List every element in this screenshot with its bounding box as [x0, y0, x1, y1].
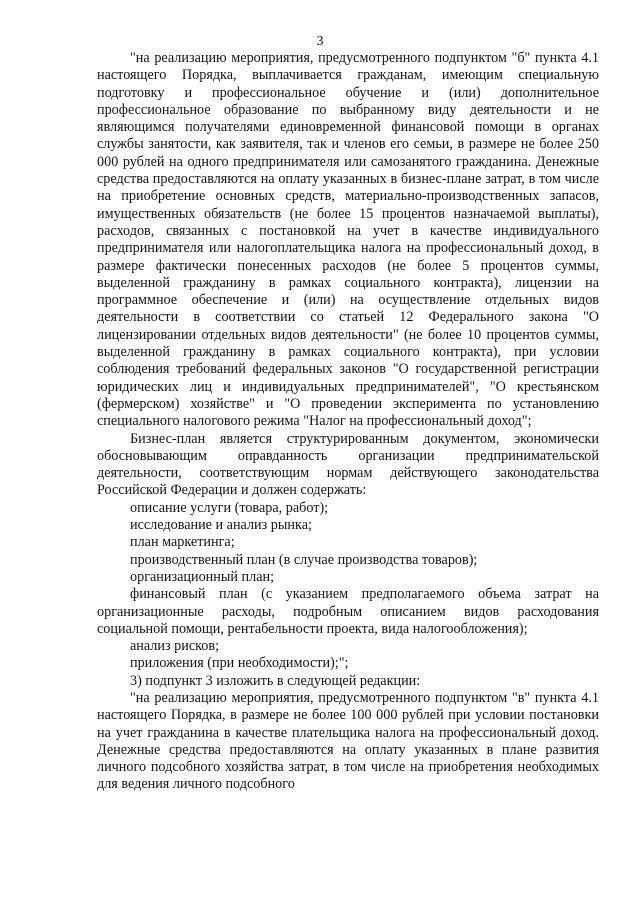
list-item: исследование и анализ рынка;	[130, 517, 312, 534]
paragraph-subparagraph-v: "на реализацию мероприятия, предусмотренного подпунктом "в" пункта 4.1 настоящего Порядка, в размере не более 100 000 рублей при условии постановки на учет гражданина в качестве плательщика налога на профессиональный доход. Денежные средства предоставляются на оплату указанных в плане развития личного подсобного хозяйства затрат, в том числе на приобретения необходимых для ведения личного подсобного	[97, 689, 599, 793]
list-item: анализ рисков;	[130, 638, 220, 655]
list-item: производственный план (в случае производства товаров);	[130, 551, 478, 568]
list-item: описание услуги (товара, работ);	[130, 499, 329, 516]
document-body	[97, 50, 599, 794]
list-item: план маркетинга;	[130, 534, 235, 551]
list-item-financial-plan: финансовый план (с указанием предполагаемого объема затрат на организационные расходы, подробным описанием видов расходования социальной помощи, рентабельности проекта, вида налогообложения);	[97, 586, 599, 637]
page-number: 3	[316, 34, 324, 49]
paragraph-subparagraph-b: "на реализацию мероприятия, предусмотренного подпунктом "б" пункта 4.1 настоящего Порядка, выплачивается гражданам, имеющим специальную подготовку и профессиональное обучение и (или) дополнительное профессиональное образование по выбранному виду деятельности и не являющимся получателями единовременной финансовой помощи в органах службы занятости, как заявителя, так и членов его семьи, в размере не более 250 000 рублей на одного предпринимателя или самозанятого гражданина. Денежные средства предоставляются на оплату указанных в бизнес-плане затрат, в том числе на приобретение основных средств, материально-производственных запасов, имущественных обязательств (не более 15 процентов назначаемой выплаты), расходов, связанных с постановкой на учет в качестве индивидуального предпринимателя или налогоплательщика налога на профессиональный доход, в размере фактически понесенных расходов (не более 5 процентов суммы, выделенной гражданину в рамках социального контракта), лицензии на программное обеспечение и (или) на осуществление отдельных видов деятельности в соответствии со статьей 12 Федерального закона "О лицензировании отдельных видов деятельности" (не более 10 процентов суммы, выделенной гражданину в рамках социального контракта), при условии соблюдения требований федеральных законов "О государственной регистрации юридических лиц и индивидуальных предпринимателей", "О крестьянском (фермерском) хозяйстве" и "О проведении эксперимента по установлению специального налогового режима "Налог на профессиональный доход";	[97, 50, 599, 430]
list-item: приложения (при необходимости);";	[130, 655, 349, 672]
paragraph-business-plan: Бизнес-план является структурированным документом, экономически обосновывающим оправданность организации предпринимательской деятельности, соответствующим нормам действующего законодательства Российской Федерации и должен содержать:	[97, 430, 599, 499]
list-item: организационный план;	[130, 568, 275, 585]
paragraph-item-3: 3) подпункт 3 изложить в следующей редакции:	[130, 672, 421, 689]
